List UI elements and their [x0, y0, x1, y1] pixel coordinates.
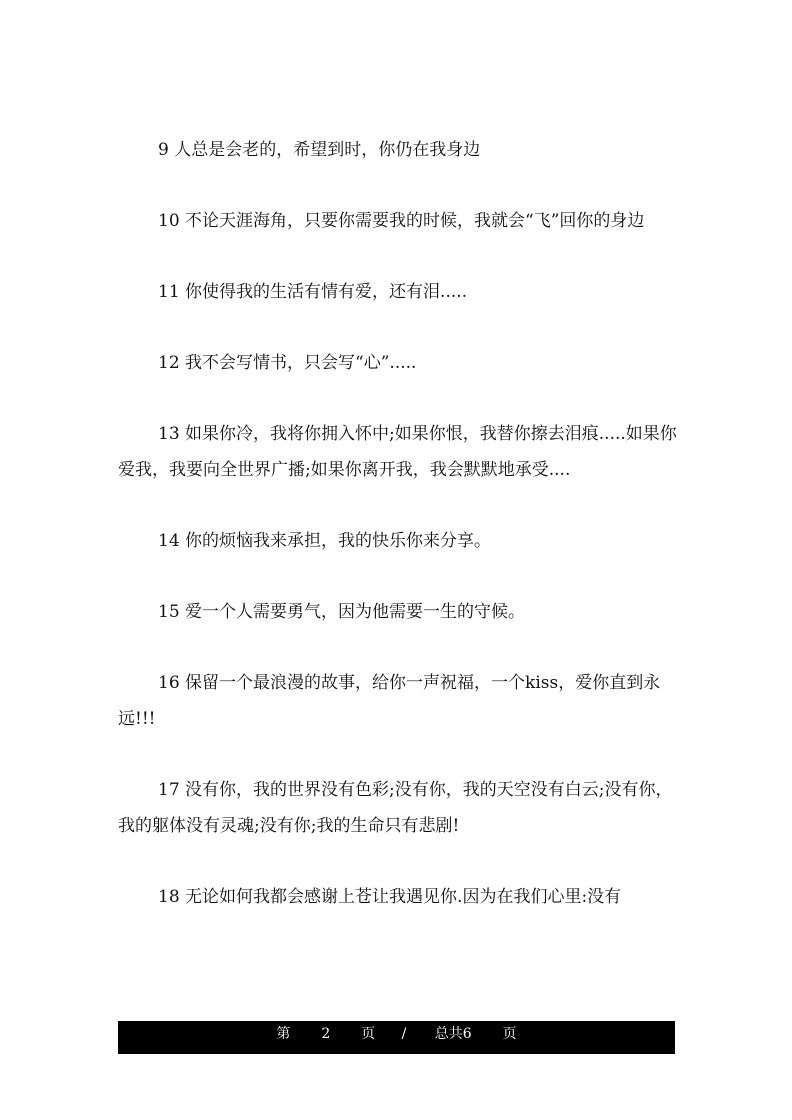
page-footer	[118, 1021, 675, 1054]
footer-separator: /	[401, 1026, 407, 1042]
paragraph-12: 12 我不会写情书，只会写“心”.....	[158, 353, 417, 373]
paragraph-11: 11 你使得我的生活有情有爱，还有泪.....	[158, 282, 468, 302]
paragraph-16: 16 保留一个最浪漫的故事，给你一声祝福，一个kiss，爱你直到永远!!!	[118, 673, 661, 729]
paragraph-15: 15 爱一个人需要勇气，因为他需要一生的守候。	[158, 602, 526, 622]
footer-page-suffix: 页	[361, 1026, 376, 1042]
paragraph-17: 17 没有你，我的世界没有色彩;没有你，我的天空没有白云;没有你，我的躯体没有灵魂;没有你;我的生命只有悲剧!	[118, 780, 673, 836]
footer-total-suffix: 页	[502, 1026, 517, 1042]
document-body	[118, 132, 680, 1020]
footer-page-prefix: 第	[276, 1026, 291, 1042]
paragraph-18: 18 无论如何我都会感谢上苍让我遇见你.因为在我们心里:没有	[158, 887, 622, 907]
paragraph-13: 13 如果你冷，我将你拥入怀中;如果你恨，我替你擦去泪痕.....如果你爱我，我要向全世界广播;如果你离开我，我会默默地承受....	[118, 424, 677, 480]
paragraph-14: 14 你的烦恼我来承担，我的快乐你来分享。	[158, 531, 492, 551]
footer-total-label: 总共6	[434, 1026, 472, 1042]
footer-current-page: 2	[321, 1026, 331, 1042]
paragraph-10: 10 不论天涯海角，只要你需要我的时候，我就会“飞”回你的身边	[158, 211, 645, 231]
paragraph-9: 9 人总是会老的，希望到时，你仍在我身边	[158, 140, 481, 160]
